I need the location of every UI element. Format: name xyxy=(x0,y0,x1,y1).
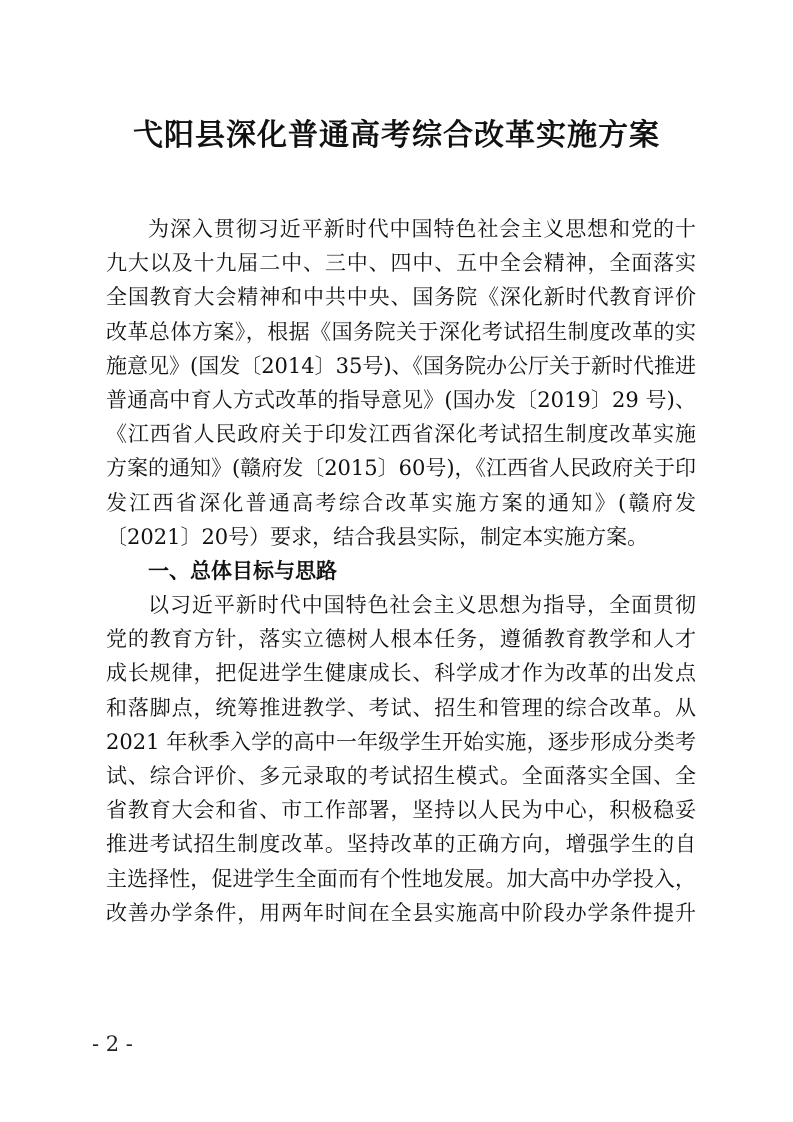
paragraph-line: 发江西省深化普通高考综合改革实施方案的通知》(赣府发 xyxy=(106,490,696,515)
paragraph-line: 推进考试招生制度改革。坚持改革的正确方向，增强学生的自 xyxy=(106,832,696,857)
paragraph-line: 2021 年秋季入学的高中一年级学生开始实施，逐步形成分类考 xyxy=(106,729,696,754)
paragraph-line: 〔2021〕20号）要求，结合我县实际，制定本实施方案。 xyxy=(106,524,649,549)
section-heading: 一、总体目标与思路 xyxy=(148,558,337,583)
paragraph-line: 《江西省人民政府关于印发江西省深化考试招生制度改革实施 xyxy=(106,422,696,447)
paragraph-line: 九大以及十九届二中、三中、四中、五中全会精神，全面落实 xyxy=(106,251,696,276)
page-number: - 2 - xyxy=(92,1032,133,1056)
document-body xyxy=(106,212,696,930)
paragraph-1 xyxy=(106,212,696,554)
paragraph-line: 党的教育方针，落实立德树人根本任务，遵循教育教学和人才 xyxy=(106,627,696,652)
paragraph-line: 为深入贯彻习近平新时代中国特色社会主义思想和党的十 xyxy=(148,217,696,241)
paragraph-line: 成长规律，把促进学生健康成长、科学成才作为改革的出发点 xyxy=(106,661,696,686)
paragraph-line: 改善办学条件，用两年时间在全县实施高中阶段办学条件提升 xyxy=(106,900,696,925)
paragraph-line: 施意见》(国发〔2014〕35号)、《国务院办公厅关于新时代推进 xyxy=(106,353,697,378)
paragraph-line: 主选择性，促进学生全面而有个性地发展。加大高中办学投入， xyxy=(106,866,696,891)
paragraph-line: 省教育大会和省、市工作部署，坚持以人民为中心，积极稳妥 xyxy=(106,798,696,823)
paragraph-line: 以习近平新时代中国特色社会主义思想为指导，全面贯彻 xyxy=(148,593,696,618)
document-title: 弋阳县深化普通高考综合改革实施方案 xyxy=(133,118,660,153)
paragraph-line: 改革总体方案》，根据《国务院关于深化考试招生制度改革的实 xyxy=(106,319,696,344)
paragraph-line: 方案的通知》(赣府发〔2015〕60号)，《江西省人民政府关于印 xyxy=(106,456,697,481)
paragraph-line: 和落脚点，统筹推进教学、考试、招生和管理的综合改革。从 xyxy=(106,695,696,720)
paragraph-line: 普通高中育人方式改革的指导意见》(国办发〔2019〕29 号)、 xyxy=(106,387,696,412)
paragraph-line: 试、综合评价、多元录取的考试招生模式。全面落实全国、全 xyxy=(106,764,696,788)
paragraph-line: 全国教育大会精神和中共中央、国务院《深化新时代教育评价 xyxy=(106,285,696,310)
paragraph-2 xyxy=(106,588,696,930)
